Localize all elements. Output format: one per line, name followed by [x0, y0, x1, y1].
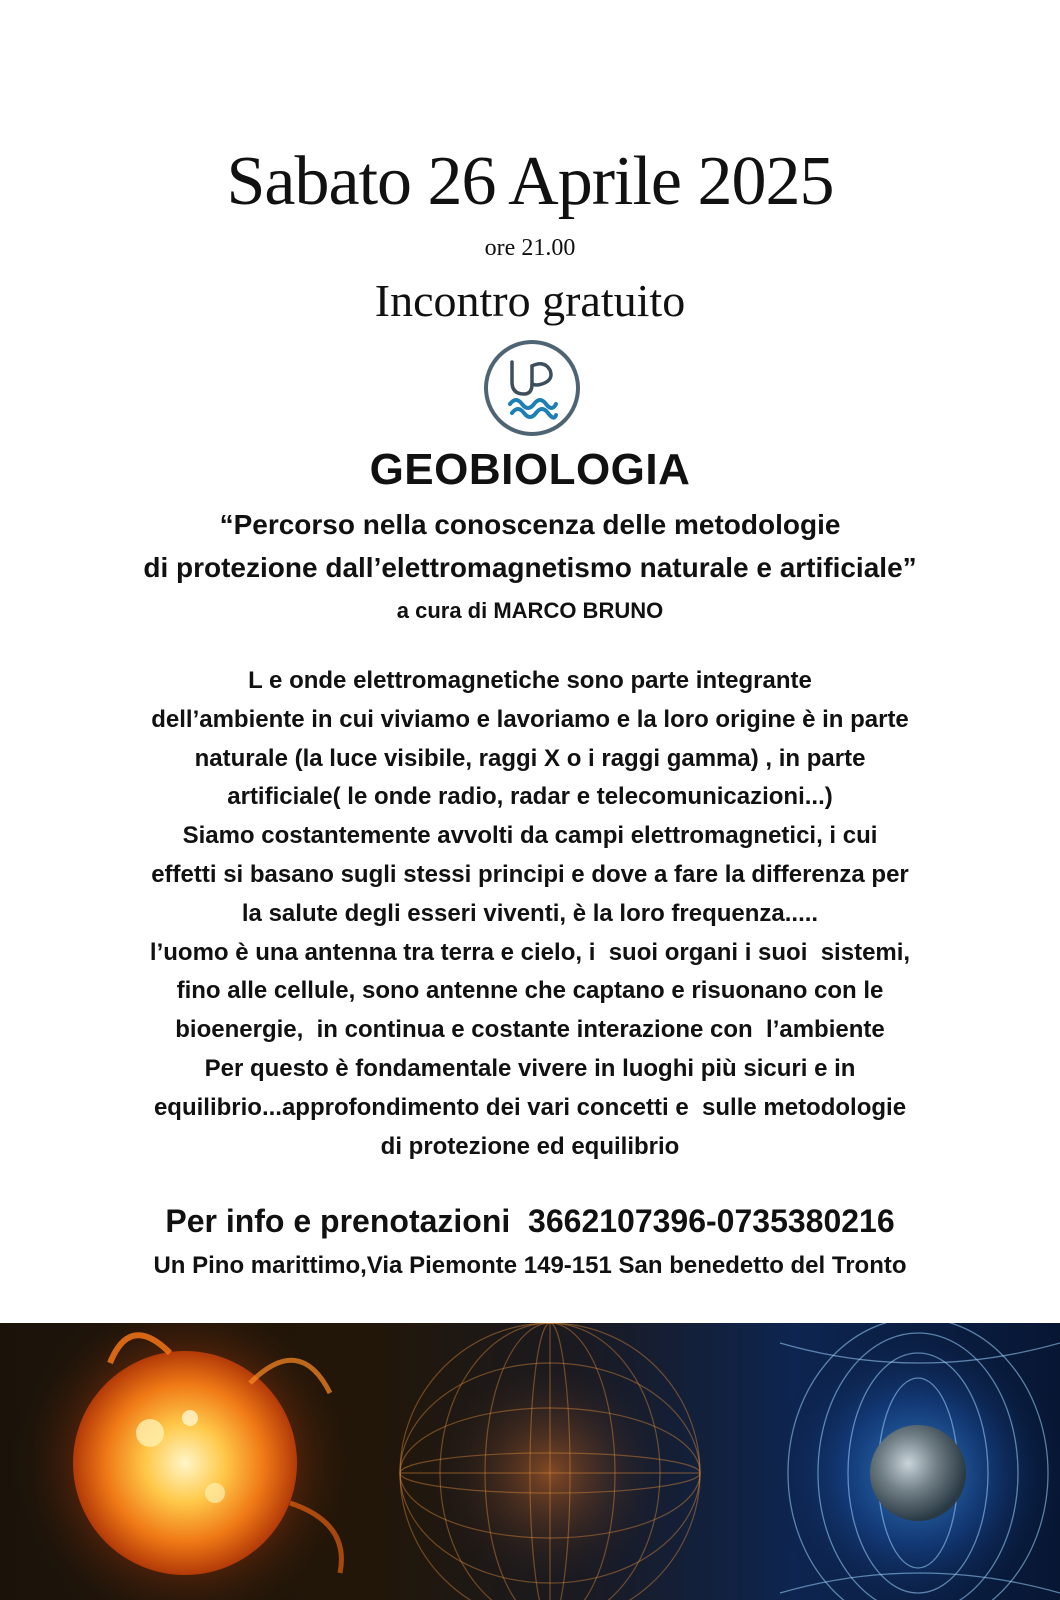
description-line: L e onde elettromagnetiche sono parte integrante [248, 667, 812, 694]
description-line: equilibrio...approfondimento dei vari concetti e sulle metodologie [153, 1093, 907, 1121]
up-waves-logo-icon [482, 338, 582, 438]
description [0, 662, 1060, 1166]
event-time: ore 21.00 [484, 235, 576, 261]
description-line: bioenergie, in continua e costante interazione con l’ambiente [175, 1016, 885, 1044]
curator-credit: a cura di MARCO BRUNO [396, 598, 664, 623]
booking-info: Per info e prenotazioni 3662107396-0735380216 [165, 1203, 895, 1239]
description-line: artificiale( le onde radio, radar e telecomunicazioni...) [227, 783, 833, 811]
description-line: naturale (la luce visibile, raggi X o i raggi gamma) , in parte [194, 744, 866, 772]
quote-line-2: di protezione dall’elettromagnetismo naturale e artificiale” [143, 552, 917, 583]
event-date: Sabato 26 Aprile 2025 [226, 143, 834, 220]
heading: GEOBIOLOGIA [369, 445, 691, 494]
description-line: Per questo è fondamentale vivere in luoghi più sicuri e in [204, 1054, 856, 1082]
description-line: di protezione ed equilibrio [380, 1132, 680, 1160]
description-line: Siamo costantemente avvolti da campi elettromagnetici, i cui [182, 822, 878, 850]
sun-icon [10, 1323, 360, 1600]
description-line: la salute degli esseri viventi, è la loro frequenza..... [241, 899, 819, 927]
venue-address: Un Pino marittimo,Via Piemonte 149-151 San benedetto del Tronto [153, 1252, 907, 1279]
description-line: effetti si basano sugli stessi principi e dove a fare la differenza per [151, 860, 909, 888]
description-line: l’uomo è una antenna tra terra e cielo, i suoi organi i suoi sistemi, [149, 938, 911, 966]
event-subtitle: Incontro gratuito [374, 275, 686, 326]
quote-line-1: “Percorso nella conoscenza delle metodologie [219, 509, 841, 540]
cosmic-banner-image [0, 1323, 1060, 1600]
description-line: dell’ambiente in cui viviamo e lavoriamo e la loro origine è in parte [151, 705, 909, 733]
description-line: fino alle cellule, sono antenne che captano e risuonano con le [176, 977, 884, 1005]
